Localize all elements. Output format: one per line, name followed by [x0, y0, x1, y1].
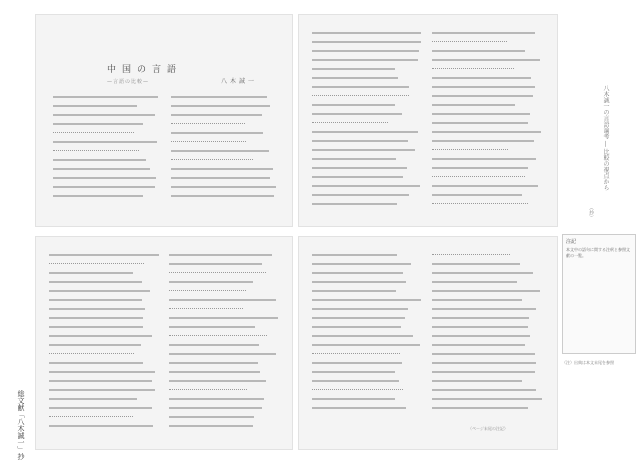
- side-caption-sub: （抄）: [588, 205, 594, 220]
- spine-label: 総文献「八木誠一」抄: [17, 390, 25, 460]
- text-line: [432, 158, 536, 160]
- text-line: [169, 281, 253, 283]
- text-line: [169, 299, 276, 301]
- text-line: [171, 123, 245, 126]
- text-line: [432, 113, 530, 115]
- text-line: [312, 41, 421, 43]
- text-line: [169, 308, 243, 311]
- text-line: [432, 281, 517, 283]
- text-line: [432, 254, 510, 257]
- text-line: [49, 353, 134, 356]
- text-line: [53, 168, 150, 170]
- text-line: [432, 167, 528, 169]
- text-line: [49, 389, 155, 391]
- text-line: [312, 254, 397, 256]
- text-line: [49, 416, 133, 419]
- text-line: [169, 362, 258, 364]
- text-line: [432, 41, 507, 44]
- note-heading: 注記: [566, 239, 577, 245]
- text-line: [312, 389, 403, 392]
- text-line: [169, 344, 259, 346]
- text-line: [432, 176, 525, 179]
- text-line: [432, 272, 533, 274]
- text-line: [49, 371, 155, 373]
- text-line: [312, 86, 409, 88]
- page-top-right: [298, 14, 558, 227]
- text-line: [432, 95, 533, 97]
- text-line: [171, 195, 274, 197]
- article-title-block: [107, 62, 227, 85]
- text-line: [432, 353, 535, 355]
- text-line: [312, 371, 395, 373]
- text-line: [49, 272, 133, 274]
- page-top-left: [35, 14, 293, 227]
- text-line: [53, 150, 139, 153]
- page-footer-note: （ページ末尾の注記）: [468, 426, 508, 431]
- text-line: [53, 132, 134, 135]
- page-bottom-right: [298, 236, 558, 450]
- text-line: [312, 68, 395, 70]
- text-line: [53, 114, 155, 116]
- text-line: [171, 186, 276, 188]
- text-line: [312, 77, 398, 79]
- text-line: [432, 86, 535, 88]
- text-line: [169, 317, 278, 319]
- text-line: [169, 389, 247, 392]
- text-line: [312, 335, 413, 337]
- text-line: [171, 105, 270, 107]
- text-line: [49, 425, 153, 427]
- text-line: [49, 398, 137, 400]
- text-line: [432, 122, 528, 124]
- text-line: [53, 159, 146, 161]
- text-line: [49, 344, 141, 346]
- text-line: [432, 131, 541, 133]
- note-footer: （注）出典は本文末尾を参照: [562, 360, 614, 365]
- text-line: [312, 272, 403, 274]
- text-line: [169, 371, 260, 373]
- note-body: 本文中の語句に関する注釈と参照文献の一覧。: [566, 247, 630, 258]
- text-line: [53, 186, 155, 188]
- text-line: [169, 380, 266, 382]
- text-line: [312, 326, 401, 328]
- text-line: [432, 362, 536, 364]
- text-line: [53, 96, 158, 98]
- text-line: [432, 317, 529, 319]
- text-line: [169, 290, 246, 293]
- text-line: [169, 272, 266, 275]
- text-line: [171, 141, 246, 144]
- text-line: [432, 371, 535, 373]
- side-caption: 八木誠一の言語論考 ― 比較の視点から: [602, 85, 609, 191]
- text-line: [169, 407, 262, 409]
- text-line: [432, 299, 522, 301]
- text-line: [171, 132, 263, 134]
- text-line: [312, 362, 402, 364]
- text-line: [432, 185, 538, 187]
- text-line: [49, 254, 159, 256]
- text-line: [49, 326, 143, 328]
- text-line: [49, 335, 152, 337]
- text-line: [312, 113, 402, 115]
- text-line: [312, 317, 405, 319]
- note-box: [562, 234, 636, 354]
- text-line: [53, 123, 143, 125]
- article-subtitle: —言語の比較—: [107, 79, 150, 85]
- text-line: [49, 308, 145, 310]
- text-line: [171, 159, 253, 162]
- article-title: 中国の言語: [107, 65, 183, 75]
- text-line: [49, 290, 150, 292]
- text-line: [171, 150, 269, 152]
- text-line: [432, 263, 520, 265]
- text-line: [312, 281, 406, 283]
- text-line: [312, 50, 419, 52]
- text-line: [169, 425, 253, 427]
- text-line: [312, 185, 420, 187]
- text-line: [432, 389, 536, 391]
- text-line: [432, 68, 514, 71]
- text-line: [49, 407, 152, 409]
- text-line: [312, 380, 399, 382]
- text-line: [432, 398, 542, 400]
- text-line: [312, 32, 421, 34]
- text-line: [169, 326, 255, 328]
- text-line: [312, 158, 396, 160]
- text-line: [432, 380, 522, 382]
- text-line: [53, 177, 156, 179]
- text-line: [312, 203, 397, 205]
- text-line: [169, 353, 276, 355]
- text-line: [432, 308, 536, 310]
- text-line: [49, 317, 143, 319]
- text-line: [312, 290, 396, 292]
- text-line: [49, 362, 143, 364]
- text-line: [171, 168, 273, 170]
- text-line: [432, 344, 525, 346]
- text-line: [312, 167, 407, 169]
- text-line: [312, 131, 418, 133]
- text-line: [169, 263, 262, 265]
- text-line: [432, 290, 540, 292]
- text-line: [49, 380, 152, 382]
- text-line: [49, 263, 144, 266]
- text-line: [432, 407, 528, 409]
- text-line: [312, 353, 400, 356]
- text-line: [312, 104, 395, 106]
- text-line: [312, 407, 406, 409]
- text-line: [312, 122, 388, 125]
- text-line: [171, 177, 270, 179]
- text-line: [312, 299, 421, 301]
- text-line: [432, 194, 522, 196]
- text-line: [49, 299, 142, 301]
- text-line: [432, 326, 528, 328]
- text-line: [169, 335, 267, 338]
- text-line: [169, 398, 264, 400]
- text-line: [432, 59, 540, 61]
- text-line: [312, 149, 415, 151]
- text-line: [169, 416, 254, 418]
- text-line: [432, 77, 531, 79]
- text-line: [312, 344, 420, 346]
- text-line: [432, 50, 525, 52]
- text-line: [432, 335, 530, 337]
- text-line: [171, 96, 267, 98]
- text-line: [49, 281, 142, 283]
- text-line: [169, 254, 272, 256]
- article-author: 八木誠一: [221, 78, 258, 85]
- text-line: [171, 114, 262, 116]
- text-line: [312, 308, 408, 310]
- text-line: [312, 263, 411, 265]
- text-line: [312, 176, 403, 178]
- text-line: [432, 104, 515, 106]
- text-line: [432, 149, 508, 152]
- text-line: [432, 140, 534, 142]
- text-line: [432, 203, 528, 206]
- text-line: [312, 95, 409, 98]
- text-line: [312, 398, 395, 400]
- text-line: [53, 105, 137, 107]
- text-line: [312, 140, 408, 142]
- text-line: [312, 194, 409, 196]
- text-line: [432, 32, 535, 34]
- text-line: [53, 195, 143, 197]
- text-line: [312, 59, 418, 61]
- text-line: [53, 141, 157, 143]
- page-bottom-left: [35, 236, 293, 450]
